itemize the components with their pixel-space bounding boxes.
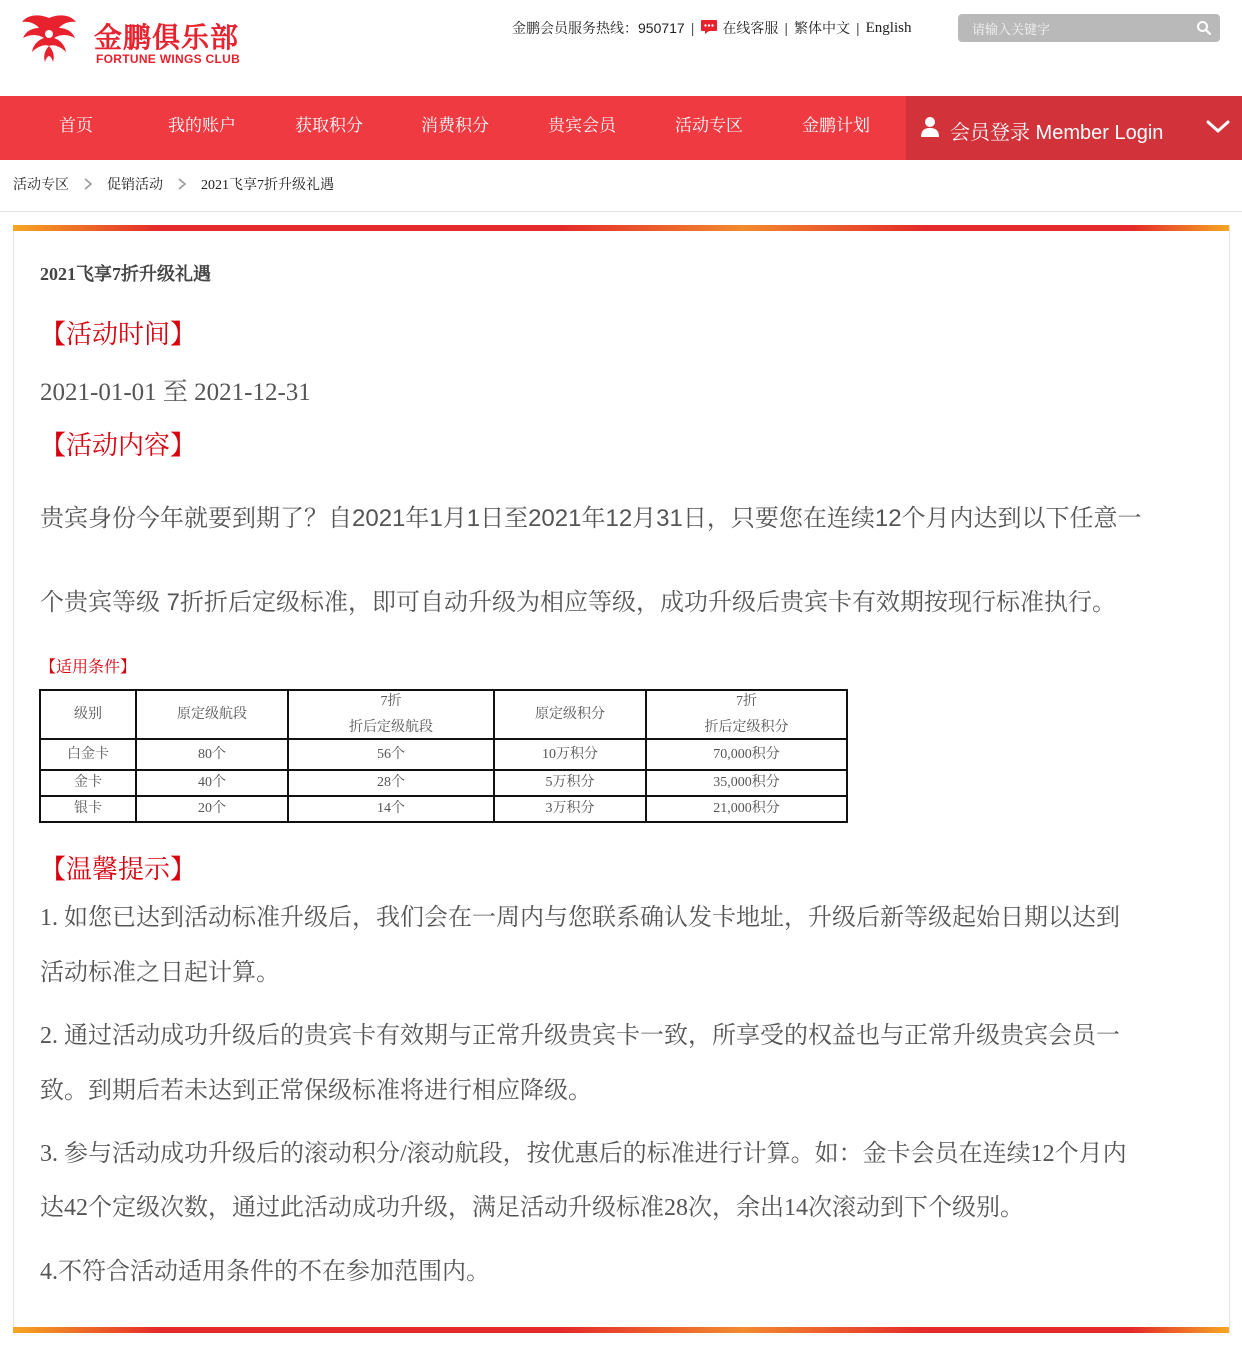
table-cell: 银卡 (40, 796, 136, 822)
breadcrumb-divider (0, 211, 1242, 212)
table-cell: 20个 (136, 796, 288, 822)
table-cell: 14个 (288, 796, 494, 822)
logo-title-cn: 金鹏俱乐部 (94, 22, 240, 53)
search-box (958, 14, 1220, 42)
breadcrumb-current: 2021飞享7折升级礼遇 (201, 178, 334, 193)
breadcrumb (13, 174, 334, 194)
service-hotline: 金鹏会员服务热线：950717 (512, 20, 685, 36)
breadcrumb-promotions[interactable]: 活动专区 (13, 176, 69, 192)
logo-title-en: FORTUNE WINGS CLUB (96, 52, 241, 66)
table-header-cell (288, 690, 494, 739)
tips-heading: 【温馨提示】 (40, 854, 197, 884)
search-icon[interactable] (1196, 20, 1212, 36)
traditional-chinese-link[interactable]: 繁体中文 (794, 20, 850, 36)
tip-line: 4.不符合活动适用条件的不在参加范围内。 (40, 1259, 490, 1285)
table-cell: 28个 (288, 770, 494, 796)
chat-bubble-icon (700, 19, 718, 35)
separator: | (784, 20, 788, 36)
activity-time-range: 2021-01-01 至 2021-12-31 (40, 379, 311, 406)
table-header-row (40, 690, 847, 739)
header-line: 7折 (380, 693, 402, 709)
header-line: 折后定级积分 (704, 719, 789, 735)
table-cell: 40个 (136, 770, 288, 796)
table-header-cell: 级别 (40, 690, 136, 739)
table-cell: 白金卡 (40, 739, 136, 770)
tip-line: 达42个定级次数，通过此活动成功升级，满足活动升级标准28次，余出14次滚动到下个级别。 (40, 1195, 1024, 1221)
bottom-accent-bar (13, 1327, 1229, 1333)
table-cell: 35,000积分 (646, 770, 847, 796)
chevron-right-icon (83, 178, 93, 190)
top-accent-bar (13, 225, 1229, 231)
conditions-heading: 【适用条件】 (40, 659, 137, 676)
table-cell: 70,000积分 (646, 739, 847, 770)
separator: | (856, 20, 860, 36)
site-logo[interactable] (18, 10, 248, 70)
nav-promotions[interactable]: 活动专区 (675, 116, 743, 135)
tip-line: 1. 如您已达到活动标准升级后，我们会在一周内与您联系确认发卡地址，升级后新等级起始日期以达到 (40, 905, 1120, 931)
online-service-link[interactable] (700, 18, 778, 38)
activity-content-heading: 【活动内容】 (40, 430, 197, 460)
main-navigation (0, 96, 1242, 160)
tip-line: 2. 通过活动成功升级后的贵宾卡有效期与正常升级贵宾卡一致，所享受的权益也与正常升级贵宾会员一 (40, 1023, 1120, 1049)
tip-line: 活动标准之日起计算。 (40, 960, 280, 986)
nav-earn-points[interactable]: 获取积分 (295, 116, 363, 135)
table-cell: 3万积分 (494, 796, 646, 822)
content-line-2: 个贵宾等级 7折折后定级标准，即可自动升级为相应等级，成功升级后贵宾卡有效期按现行标准执行。 (40, 589, 1117, 616)
table-cell: 80个 (136, 739, 288, 770)
english-link[interactable]: English (865, 19, 912, 36)
tip-line: 3. 参与活动成功升级后的滚动积分/滚动航段，按优惠后的标准进行计算。如：金卡会员在连续12个月内 (40, 1141, 1127, 1167)
upgrade-criteria-table (39, 689, 848, 823)
member-login-dropdown[interactable] (906, 96, 1242, 160)
nav-my-account[interactable]: 我的账户 (168, 116, 236, 135)
separator: | (690, 20, 695, 36)
article-title: 2021飞享7折升级礼遇 (40, 264, 211, 284)
nav-vip-members[interactable]: 贵宾会员 (548, 116, 616, 135)
nav-home[interactable]: 首页 (59, 116, 93, 135)
online-service-label: 在线客服 (722, 20, 779, 36)
activity-time-heading: 【活动时间】 (40, 319, 197, 349)
fortune-wings-logo-icon (18, 12, 80, 68)
table-cell: 21,000积分 (646, 796, 847, 822)
table-cell: 10万积分 (494, 739, 646, 770)
search-input[interactable] (970, 18, 1174, 40)
member-login-label: 会员登录 Member Login (950, 122, 1164, 144)
header-line: 7折 (736, 693, 757, 709)
table-cell: 56个 (288, 739, 494, 770)
chevron-down-icon (1206, 120, 1230, 134)
table-row (40, 770, 847, 796)
breadcrumb-sales-events[interactable]: 促销活动 (107, 176, 163, 192)
content-line-1: 贵宾身份今年就要到期了？自2021年1月1日至2021年12月31日，只要您在连续12个月内达到以下任意一 (40, 505, 1142, 532)
table-header-cell: 原定级航段 (136, 690, 288, 739)
user-icon (920, 116, 940, 138)
table-header-cell: 原定级积分 (494, 690, 646, 739)
site-header (0, 0, 1242, 96)
table-cell: 金卡 (40, 770, 136, 796)
table-cell: 5万积分 (494, 770, 646, 796)
table-row (40, 739, 847, 770)
nav-fortune-wings-plan[interactable]: 金鹏计划 (802, 116, 870, 135)
table-header-cell (646, 690, 847, 739)
chevron-right-icon (177, 178, 187, 190)
header-line: 折后定级航段 (349, 719, 433, 735)
tip-line: 致。到期后若未达到正常保级标准将进行相应降级。 (40, 1078, 592, 1104)
nav-redeem-points[interactable]: 消费积分 (421, 116, 489, 135)
top-utility-bar (512, 16, 911, 40)
table-row (40, 796, 847, 822)
